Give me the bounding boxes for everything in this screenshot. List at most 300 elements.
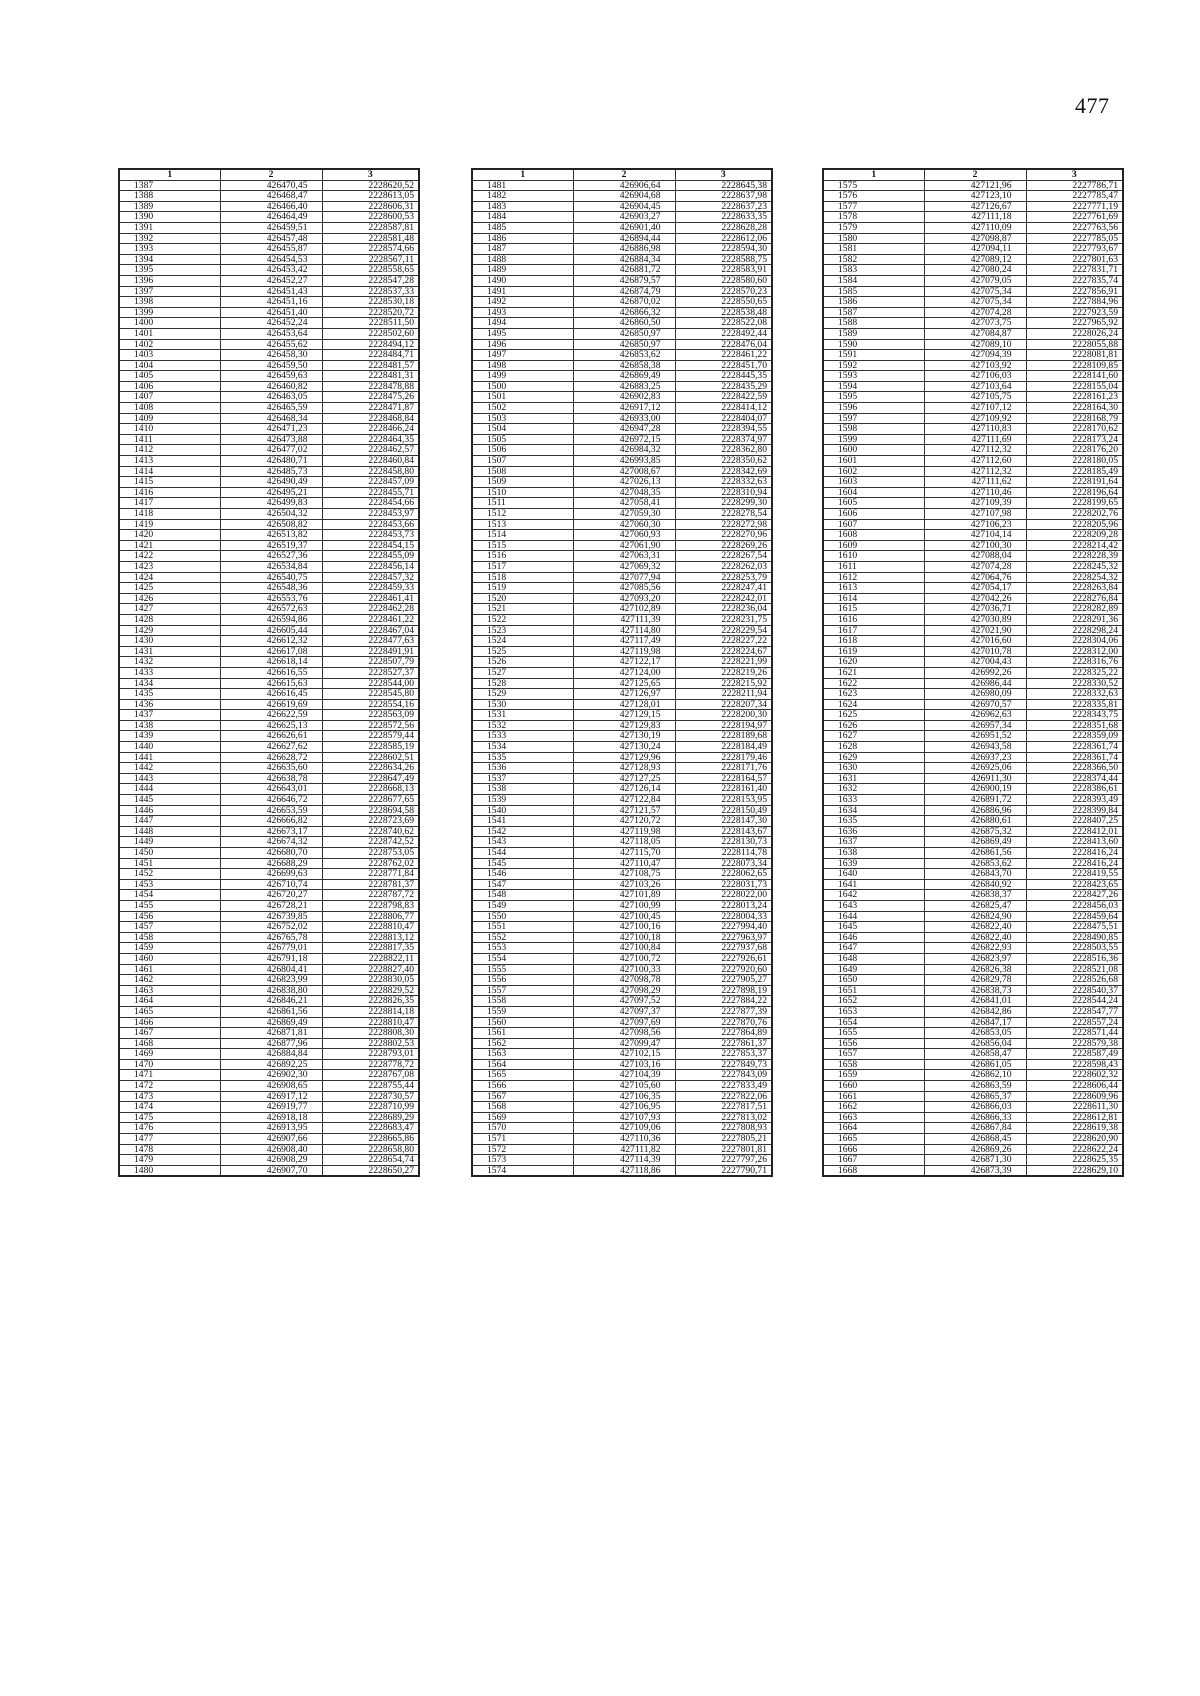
point-number-cell: 1633	[823, 795, 924, 806]
x-coordinate-cell: 426847,17	[924, 1017, 1026, 1028]
x-coordinate-cell: 426728,21	[220, 900, 322, 911]
x-coordinate-cell: 427100,99	[573, 900, 675, 911]
x-coordinate-cell: 426868,45	[924, 1134, 1026, 1145]
y-coordinate-cell: 2228689,29	[322, 1112, 419, 1123]
point-number-cell: 1529	[472, 689, 573, 700]
table-row	[472, 583, 772, 594]
point-number-cell: 1600	[823, 445, 924, 456]
point-number-cell: 1427	[119, 604, 220, 615]
point-number-cell: 1417	[119, 498, 220, 509]
y-coordinate-cell: 2228507,79	[322, 657, 419, 668]
point-number-cell: 1412	[119, 445, 220, 456]
point-number-cell: 1482	[472, 191, 573, 202]
table-row	[119, 1102, 419, 1113]
y-coordinate-cell: 2228587,49	[1026, 1049, 1123, 1060]
point-number-cell: 1542	[472, 826, 573, 837]
point-number-cell: 1468	[119, 1038, 220, 1049]
table-row	[119, 286, 419, 297]
x-coordinate-cell: 427106,35	[573, 1091, 675, 1102]
x-coordinate-cell: 426548,36	[220, 583, 322, 594]
y-coordinate-cell: 2228817,35	[322, 943, 419, 954]
header-y-coordinate: 3	[322, 169, 419, 180]
table-row	[119, 307, 419, 318]
y-coordinate-cell: 2227870,76	[675, 1017, 772, 1028]
table-row	[823, 1081, 1123, 1092]
x-coordinate-cell: 426840,92	[924, 879, 1026, 890]
y-coordinate-cell: 2228161,40	[675, 784, 772, 795]
x-coordinate-cell: 427100,45	[573, 911, 675, 922]
x-coordinate-cell: 427093,20	[573, 593, 675, 604]
y-coordinate-cell: 2228538,48	[675, 307, 772, 318]
x-coordinate-cell: 426646,72	[220, 795, 322, 806]
point-number-cell: 1521	[472, 604, 573, 615]
table-row	[823, 413, 1123, 424]
y-coordinate-cell: 2228475,51	[1026, 922, 1123, 933]
point-number-cell: 1419	[119, 519, 220, 530]
y-coordinate-cell: 2228629,10	[1026, 1165, 1123, 1176]
y-coordinate-cell: 2228153,95	[675, 795, 772, 806]
x-coordinate-cell: 426617,08	[220, 646, 322, 657]
point-number-cell: 1425	[119, 583, 220, 594]
table-row	[119, 530, 419, 541]
table-row	[119, 339, 419, 350]
point-number-cell: 1621	[823, 667, 924, 678]
table-row	[823, 1049, 1123, 1060]
y-coordinate-cell: 2228625,35	[1026, 1155, 1123, 1166]
point-number-cell: 1394	[119, 254, 220, 265]
table-row	[119, 318, 419, 329]
point-number-cell: 1636	[823, 826, 924, 837]
table-row	[823, 1112, 1123, 1123]
y-coordinate-cell: 2228767,08	[322, 1070, 419, 1081]
x-coordinate-cell: 426612,32	[220, 636, 322, 647]
point-number-cell: 1527	[472, 667, 573, 678]
y-coordinate-cell: 2228723,69	[322, 816, 419, 827]
x-coordinate-cell: 426901,40	[573, 222, 675, 233]
x-coordinate-cell: 426894,44	[573, 233, 675, 244]
table-header-row	[119, 169, 419, 180]
x-coordinate-cell: 427074,28	[924, 307, 1026, 318]
point-number-cell: 1500	[472, 381, 573, 392]
table-row	[823, 180, 1123, 191]
point-number-cell: 1409	[119, 413, 220, 424]
x-coordinate-cell: 426902,83	[573, 392, 675, 403]
point-number-cell: 1554	[472, 953, 573, 964]
x-coordinate-cell: 427094,11	[924, 244, 1026, 255]
point-number-cell: 1460	[119, 953, 220, 964]
table-row	[119, 1059, 419, 1070]
x-coordinate-cell: 426553,76	[220, 593, 322, 604]
x-coordinate-cell: 426473,88	[220, 434, 322, 445]
x-coordinate-cell: 426970,57	[924, 699, 1026, 710]
point-number-cell: 1588	[823, 318, 924, 329]
point-number-cell: 1606	[823, 509, 924, 520]
table-row	[119, 826, 419, 837]
table-row	[472, 540, 772, 551]
point-number-cell: 1631	[823, 773, 924, 784]
y-coordinate-cell: 2228461,41	[322, 593, 419, 604]
point-number-cell: 1473	[119, 1091, 220, 1102]
y-coordinate-cell: 2228227,22	[675, 636, 772, 647]
table-row	[472, 392, 772, 403]
table-row	[119, 350, 419, 361]
x-coordinate-cell: 427120,72	[573, 816, 675, 827]
y-coordinate-cell: 2228231,75	[675, 614, 772, 625]
y-coordinate-cell: 2228073,34	[675, 858, 772, 869]
table-row	[119, 509, 419, 520]
table-row	[119, 275, 419, 286]
x-coordinate-cell: 427112,32	[924, 466, 1026, 477]
point-number-cell: 1568	[472, 1102, 573, 1113]
table-row	[823, 1134, 1123, 1145]
table-row	[119, 233, 419, 244]
y-coordinate-cell: 2228386,61	[1026, 784, 1123, 795]
x-coordinate-cell: 426540,75	[220, 572, 322, 583]
y-coordinate-cell: 2228184,49	[675, 742, 772, 753]
point-number-cell: 1543	[472, 837, 573, 848]
y-coordinate-cell: 2228787,72	[322, 890, 419, 901]
y-coordinate-cell: 2228567,11	[322, 254, 419, 265]
x-coordinate-cell: 426838,73	[924, 985, 1026, 996]
x-coordinate-cell: 426688,29	[220, 858, 322, 869]
x-coordinate-cell: 426866,33	[924, 1112, 1026, 1123]
x-coordinate-cell: 426911,30	[924, 773, 1026, 784]
point-number-cell: 1440	[119, 742, 220, 753]
table-row	[823, 964, 1123, 975]
x-coordinate-cell: 427100,30	[924, 540, 1026, 551]
y-coordinate-cell: 2228168,79	[1026, 413, 1123, 424]
y-coordinate-cell: 2228547,28	[322, 275, 419, 286]
header-x-coordinate: 2	[924, 169, 1026, 180]
table-row	[472, 1006, 772, 1017]
x-coordinate-cell: 427107,12	[924, 403, 1026, 414]
point-number-cell: 1560	[472, 1017, 573, 1028]
y-coordinate-cell: 2228462,28	[322, 604, 419, 615]
y-coordinate-cell: 2228609,96	[1026, 1091, 1123, 1102]
y-coordinate-cell: 2228628,28	[675, 222, 772, 233]
y-coordinate-cell: 2228278,54	[675, 509, 772, 520]
x-coordinate-cell: 427130,19	[573, 731, 675, 742]
table-row	[119, 604, 419, 615]
point-number-cell: 1642	[823, 890, 924, 901]
x-coordinate-cell: 427109,92	[924, 413, 1026, 424]
x-coordinate-cell: 426841,01	[924, 996, 1026, 1007]
table-row	[119, 996, 419, 1007]
table-row	[119, 710, 419, 721]
point-number-cell: 1599	[823, 434, 924, 445]
x-coordinate-cell: 426823,99	[220, 975, 322, 986]
y-coordinate-cell: 2228456,03	[1026, 900, 1123, 911]
table-row	[823, 477, 1123, 488]
y-coordinate-cell: 2228827,40	[322, 964, 419, 975]
y-coordinate-cell: 2228454,15	[322, 540, 419, 551]
y-coordinate-cell: 2228427,26	[1026, 890, 1123, 901]
point-number-cell: 1505	[472, 434, 573, 445]
table-row	[119, 1112, 419, 1123]
y-coordinate-cell: 2228606,31	[322, 201, 419, 212]
point-number-cell: 1586	[823, 297, 924, 308]
point-number-cell: 1395	[119, 265, 220, 276]
point-number-cell: 1525	[472, 646, 573, 657]
point-number-cell: 1511	[472, 498, 573, 509]
point-number-cell: 1391	[119, 222, 220, 233]
table-row	[823, 530, 1123, 541]
table-row	[472, 1134, 772, 1145]
x-coordinate-cell: 426779,01	[220, 943, 322, 954]
point-number-cell: 1389	[119, 201, 220, 212]
table-row	[472, 371, 772, 382]
point-number-cell: 1565	[472, 1070, 573, 1081]
point-number-cell: 1431	[119, 646, 220, 657]
table-row	[823, 1165, 1123, 1176]
y-coordinate-cell: 2228502,60	[322, 328, 419, 339]
x-coordinate-cell: 426863,59	[924, 1081, 1026, 1092]
x-coordinate-cell: 427119,98	[573, 826, 675, 837]
x-coordinate-cell: 426513,82	[220, 530, 322, 541]
table-row	[823, 1017, 1123, 1028]
table-row	[823, 466, 1123, 477]
table-row	[472, 1123, 772, 1134]
point-number-cell: 1467	[119, 1028, 220, 1039]
x-coordinate-cell: 427021,90	[924, 625, 1026, 636]
y-coordinate-cell: 2228602,51	[322, 752, 419, 763]
point-number-cell: 1420	[119, 530, 220, 541]
point-number-cell: 1604	[823, 487, 924, 498]
point-number-cell: 1555	[472, 964, 573, 975]
x-coordinate-cell: 426463,05	[220, 392, 322, 403]
x-coordinate-cell: 426881,72	[573, 265, 675, 276]
x-coordinate-cell: 427098,87	[924, 233, 1026, 244]
point-number-cell: 1486	[472, 233, 573, 244]
x-coordinate-cell: 426519,37	[220, 540, 322, 551]
y-coordinate-cell: 2228554,16	[322, 699, 419, 710]
point-number-cell: 1488	[472, 254, 573, 265]
y-coordinate-cell: 2228276,84	[1026, 593, 1123, 604]
y-coordinate-cell: 2227808,93	[675, 1123, 772, 1134]
point-number-cell: 1403	[119, 350, 220, 361]
point-number-cell: 1465	[119, 1006, 220, 1017]
x-coordinate-cell: 426917,12	[573, 403, 675, 414]
y-coordinate-cell: 2228544,00	[322, 678, 419, 689]
table-row	[823, 752, 1123, 763]
x-coordinate-cell: 426856,04	[924, 1038, 1026, 1049]
table-row	[119, 1134, 419, 1145]
table-row	[823, 328, 1123, 339]
point-number-cell: 1485	[472, 222, 573, 233]
point-number-cell: 1575	[823, 180, 924, 191]
x-coordinate-cell: 426861,05	[924, 1059, 1026, 1070]
table-row	[823, 848, 1123, 859]
x-coordinate-cell: 426615,63	[220, 678, 322, 689]
point-number-cell: 1547	[472, 879, 573, 890]
table-row	[472, 826, 772, 837]
y-coordinate-cell: 2228343,75	[1026, 710, 1123, 721]
table-row	[472, 996, 772, 1007]
x-coordinate-cell: 426838,80	[220, 985, 322, 996]
table-row	[823, 561, 1123, 572]
point-number-cell: 1538	[472, 784, 573, 795]
table-row	[823, 593, 1123, 604]
x-coordinate-cell: 427100,72	[573, 953, 675, 964]
y-coordinate-cell: 2228516,36	[1026, 953, 1123, 964]
y-coordinate-cell: 2228829,52	[322, 985, 419, 996]
x-coordinate-cell: 426884,34	[573, 254, 675, 265]
x-coordinate-cell: 427126,14	[573, 784, 675, 795]
table-row	[472, 1017, 772, 1028]
table-row	[472, 975, 772, 986]
y-coordinate-cell: 2228466,24	[322, 424, 419, 435]
x-coordinate-cell: 427094,39	[924, 350, 1026, 361]
y-coordinate-cell: 2228654,74	[322, 1155, 419, 1166]
x-coordinate-cell: 426459,50	[220, 360, 322, 371]
point-number-cell: 1541	[472, 816, 573, 827]
y-coordinate-cell: 2228407,25	[1026, 816, 1123, 827]
y-coordinate-cell: 2227923,59	[1026, 307, 1123, 318]
point-number-cell: 1393	[119, 244, 220, 255]
point-number-cell: 1614	[823, 593, 924, 604]
table-row	[823, 498, 1123, 509]
y-coordinate-cell: 2228254,32	[1026, 572, 1123, 583]
table-row	[472, 1049, 772, 1060]
x-coordinate-cell: 426869,26	[924, 1144, 1026, 1155]
y-coordinate-cell: 2228171,76	[675, 763, 772, 774]
table-row	[472, 614, 772, 625]
x-coordinate-cell: 427106,23	[924, 519, 1026, 530]
y-coordinate-cell: 2228422,59	[675, 392, 772, 403]
y-coordinate-cell: 2228013,24	[675, 900, 772, 911]
x-coordinate-cell: 426858,38	[573, 360, 675, 371]
point-number-cell: 1564	[472, 1059, 573, 1070]
point-number-cell: 1445	[119, 795, 220, 806]
table-row	[823, 307, 1123, 318]
x-coordinate-cell: 426879,57	[573, 275, 675, 286]
table-row	[823, 837, 1123, 848]
y-coordinate-cell: 2227965,92	[1026, 318, 1123, 329]
y-coordinate-cell: 2228164,30	[1026, 403, 1123, 414]
y-coordinate-cell: 2227963,97	[675, 932, 772, 943]
x-coordinate-cell: 426638,78	[220, 773, 322, 784]
point-number-cell: 1396	[119, 275, 220, 286]
y-coordinate-cell: 2227833,49	[675, 1081, 772, 1092]
y-coordinate-cell: 2228399,84	[1026, 805, 1123, 816]
point-number-cell: 1517	[472, 561, 573, 572]
y-coordinate-cell: 2228677,65	[322, 795, 419, 806]
x-coordinate-cell: 426907,70	[220, 1165, 322, 1176]
point-number-cell: 1405	[119, 371, 220, 382]
x-coordinate-cell: 426468,47	[220, 191, 322, 202]
x-coordinate-cell: 427073,75	[924, 318, 1026, 329]
y-coordinate-cell: 2227801,63	[1026, 254, 1123, 265]
point-number-cell: 1536	[472, 763, 573, 774]
x-coordinate-cell: 427104,14	[924, 530, 1026, 541]
x-coordinate-cell: 427085,56	[573, 583, 675, 594]
y-coordinate-cell: 2228793,01	[322, 1049, 419, 1060]
point-number-cell: 1544	[472, 848, 573, 859]
header-x-coordinate: 2	[573, 169, 675, 180]
x-coordinate-cell: 427106,03	[924, 371, 1026, 382]
y-coordinate-cell: 2227785,05	[1026, 233, 1123, 244]
table-row	[472, 509, 772, 520]
table-row	[472, 328, 772, 339]
y-coordinate-cell: 2228202,76	[1026, 509, 1123, 520]
y-coordinate-cell: 2228164,57	[675, 773, 772, 784]
point-number-cell: 1422	[119, 551, 220, 562]
point-number-cell: 1620	[823, 657, 924, 668]
point-number-cell: 1634	[823, 805, 924, 816]
x-coordinate-cell: 427088,04	[924, 551, 1026, 562]
y-coordinate-cell: 2228109,85	[1026, 360, 1123, 371]
x-coordinate-cell: 427079,05	[924, 275, 1026, 286]
table-row	[119, 911, 419, 922]
y-coordinate-cell: 2228637,23	[675, 201, 772, 212]
y-coordinate-cell: 2228310,94	[675, 487, 772, 498]
y-coordinate-cell: 2227884,22	[675, 996, 772, 1007]
table-row	[823, 403, 1123, 414]
x-coordinate-cell: 426635,60	[220, 763, 322, 774]
x-coordinate-cell: 427105,60	[573, 1081, 675, 1092]
table-row	[119, 222, 419, 233]
table-row	[119, 678, 419, 689]
table-row	[823, 742, 1123, 753]
point-number-cell: 1466	[119, 1017, 220, 1028]
x-coordinate-cell: 427123,10	[924, 191, 1026, 202]
table-row	[472, 244, 772, 255]
x-coordinate-cell: 426616,55	[220, 667, 322, 678]
y-coordinate-cell: 2228547,77	[1026, 1006, 1123, 1017]
table-row	[119, 943, 419, 954]
point-number-cell: 1582	[823, 254, 924, 265]
y-coordinate-cell: 2228215,92	[675, 678, 772, 689]
table-row	[823, 318, 1123, 329]
table-row	[119, 848, 419, 859]
header-point-number: 1	[472, 169, 573, 180]
point-number-cell: 1567	[472, 1091, 573, 1102]
point-number-cell: 1464	[119, 996, 220, 1007]
x-coordinate-cell: 426673,17	[220, 826, 322, 837]
table-row	[119, 297, 419, 308]
y-coordinate-cell: 2228245,32	[1026, 561, 1123, 572]
table-row	[119, 625, 419, 636]
y-coordinate-cell: 2228814,18	[322, 1006, 419, 1017]
point-number-cell: 1597	[823, 413, 924, 424]
point-number-cell: 1591	[823, 350, 924, 361]
point-number-cell: 1510	[472, 487, 573, 498]
x-coordinate-cell: 426470,45	[220, 180, 322, 191]
table-row	[823, 572, 1123, 583]
y-coordinate-cell: 2228191,64	[1026, 477, 1123, 488]
y-coordinate-cell: 2228771,84	[322, 869, 419, 880]
table-row	[472, 498, 772, 509]
y-coordinate-cell: 2228563,09	[322, 710, 419, 721]
x-coordinate-cell: 426534,84	[220, 561, 322, 572]
table-row	[472, 466, 772, 477]
point-number-cell: 1659	[823, 1070, 924, 1081]
table-row	[119, 1006, 419, 1017]
x-coordinate-cell: 426699,63	[220, 869, 322, 880]
y-coordinate-cell: 2228600,53	[322, 212, 419, 223]
point-number-cell: 1608	[823, 530, 924, 541]
y-coordinate-cell: 2228477,63	[322, 636, 419, 647]
point-number-cell: 1411	[119, 434, 220, 445]
y-coordinate-cell: 2227864,89	[675, 1028, 772, 1039]
table-row	[823, 636, 1123, 647]
x-coordinate-cell: 427114,80	[573, 625, 675, 636]
x-coordinate-cell: 426495,21	[220, 487, 322, 498]
table-row	[823, 953, 1123, 964]
point-number-cell: 1619	[823, 646, 924, 657]
y-coordinate-cell: 2227805,21	[675, 1134, 772, 1145]
x-coordinate-cell: 427129,83	[573, 720, 675, 731]
